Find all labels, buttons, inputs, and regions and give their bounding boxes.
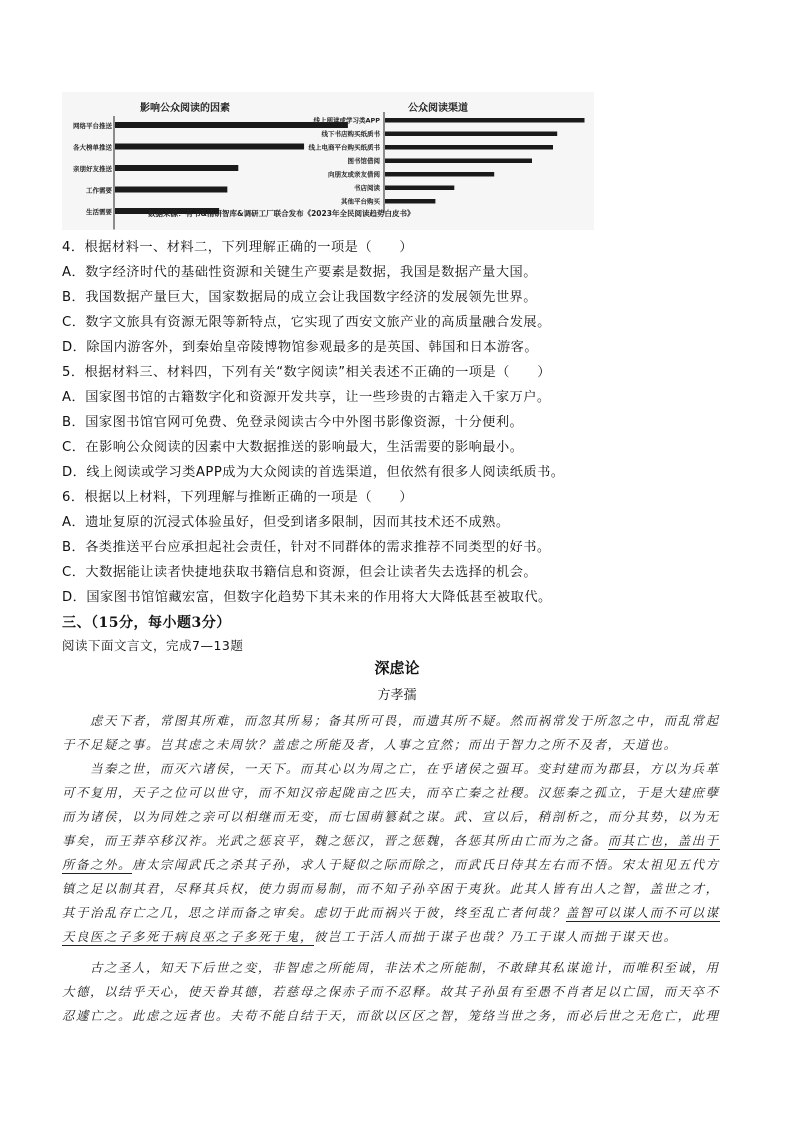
underlined-text: 而其亡也， xyxy=(607,833,678,848)
channels-category-label: 线上电商平台购买纸质书 xyxy=(308,143,380,152)
essay-text: 事矣，而王莽卒移汉祚。光武之惩哀平，魏之惩汉，晋之惩魏，各惩其所由亡而为之备。 xyxy=(62,833,608,848)
essay-line xyxy=(62,759,738,777)
factors-category-label: 各大榜单推送 xyxy=(73,143,112,152)
channels-bar xyxy=(385,186,454,191)
answer-option: C．数字文旅具有资源无限等新特点，它实现了西安文旅产业的高质量融合发展。 xyxy=(62,315,551,330)
section-heading: 三、（15分，每小题3分） xyxy=(62,615,231,631)
factors-chart-title: 影响公众阅读的因素 xyxy=(140,103,230,114)
essay-line xyxy=(62,958,738,976)
essay-line xyxy=(62,903,738,921)
underlined-text: 天良医之子多死于病良巫之子多死于鬼， xyxy=(62,929,314,944)
essay-line xyxy=(62,783,738,801)
essay-line xyxy=(62,1006,738,1024)
factors-bar xyxy=(115,165,238,171)
essay-text: 虑天下者，常图其所难，而忽其所易；备其所可畏，而遗其所不疑。然而祸常发于所忽之中，而乱常起 xyxy=(62,713,720,728)
essay-text: 忍遽亡之。此虑之远者也。夫苟不能自结于天，而欲以区区之智，笼络当世之务，而必后世之无危亡，此理 xyxy=(62,1008,720,1023)
factors-category-label: 工作需要 xyxy=(86,186,112,195)
essay-line xyxy=(62,927,738,945)
answer-option: D．除国内游客外，到秦始皇帝陵博物馆参观最多的是英国、韩国和日本游客。 xyxy=(62,340,539,355)
essay-text: 古之圣人，知天下后世之变，非智虑之所能周，非法术之所能制，不敢肆其私谋诡计，而唯积至诚，用 xyxy=(62,960,720,975)
factors-category-label: 网络平台推送 xyxy=(73,122,112,130)
answer-option: C．在影响公众阅读的因素中大数据推送的影响最大，生活需要的影响最小。 xyxy=(62,440,524,455)
factors-category-label: 亲朋好友推送 xyxy=(73,165,112,173)
question-stem: 6．根据以上材料，下列理解与推断正确的一项是（ ） xyxy=(62,490,414,505)
channels-category-label: 图书馆借阅 xyxy=(347,157,380,165)
essay-line xyxy=(62,711,738,729)
channels-bar xyxy=(385,118,585,123)
answer-option: D．国家图书馆馆藏宏富，但数字化趋势下其未来的作用将大大降低甚至被取代。 xyxy=(62,590,552,605)
answer-option: A．数字经济时代的基础性资源和关键生产要素是数据，我国是数据产量大国。 xyxy=(62,265,537,280)
question-stem: 5．根据材料三、材料四，下列有关“数字阅读”相关表述不正确的一项是（ ） xyxy=(62,365,551,380)
essay-text: 大德，以结乎天心，使天眷其德，若慈母之保赤子而不忍释。故其子孙虽有至愚不肖者足以亡国，而天卒不 xyxy=(62,984,720,999)
answer-option: D．线上阅读或学习类APP成为大众阅读的首选渠道，但依然有很多人阅读纸质书。 xyxy=(62,465,565,480)
chart-source: 数据来源：有书&清研智库&调研工厂联合发布《2023年全民阅读趋势白皮书》 xyxy=(148,209,415,218)
answer-option: B．各类推送平台应承担起社会责任，针对不同群体的需求推荐不同类型的好书。 xyxy=(62,540,551,555)
channels-bar xyxy=(385,145,553,150)
channels-category-label: 线下书店购买纸质书 xyxy=(321,130,380,138)
channels-chart-title: 公众阅读渠道 xyxy=(408,103,468,114)
answer-option: B．国家图书馆官网可免费、免登录阅读古今中外图书影像资源，十分便利。 xyxy=(62,415,524,430)
factors-bar xyxy=(115,187,227,193)
answer-option: A．国家图书馆的古籍数字化和资源开发共享，让一些珍贵的古籍走入千家万户。 xyxy=(62,390,551,405)
underlined-text: 所备之外。 xyxy=(62,857,132,872)
essay-text: 镇之足以制其君，尽释其兵权，使力弱而易制，而不知子孙卒困于夷狄。此其人皆有出人之智，盖世之才， xyxy=(62,881,720,896)
section-instruction: 阅读下面文言文，完成7—13题 xyxy=(62,638,244,653)
essay-line xyxy=(62,879,738,897)
essay-text: 而为诸侯，以为同姓之亲可以相继而无变，而七国萌篡弑之谋。武、宣以后，稍剖析之，而分其势，以为无 xyxy=(62,809,720,824)
channels-bar xyxy=(385,132,557,137)
underlined-text: 盖出于 xyxy=(677,833,720,848)
essay-title: 深虑论 xyxy=(374,659,420,677)
channels-bar xyxy=(385,199,435,204)
channels-bar xyxy=(385,172,494,177)
essay-text: 彼岂工于活人而拙于谋子也哉？乃工于谋人而拙于谋天也。 xyxy=(313,929,678,944)
channels-bar xyxy=(385,159,532,164)
answer-option: B．我国数据产量巨大，国家数据局的成立会让我国数字经济的发展领先世界。 xyxy=(62,290,537,305)
factors-bar xyxy=(115,144,304,150)
factors-category-label: 生活需要 xyxy=(86,208,112,216)
underlined-text: 盖智可以谋人而不可以谋 xyxy=(565,905,720,920)
essay-line xyxy=(62,855,738,873)
essay-text: 其于治乱存亡之几，思之详而备之审矣。虑切于此而祸兴于彼，终至乱亡者何哉？ xyxy=(62,905,566,920)
essay-line xyxy=(62,807,738,825)
essay-text: 唐太宗闻武氏之杀其子孙，求人于疑似之际而除之，而武氏日侍其左右而不悟。宋太祖见五代方 xyxy=(131,857,720,872)
channels-category-label: 其他平台购买 xyxy=(341,197,380,206)
essay-line xyxy=(62,735,738,753)
essay-text: 于不足疑之事。岂其虑之未周欤？盖虑之所能及者，人事之宜然；而出于智力之所不及者，天道也。 xyxy=(62,737,678,752)
essay-line xyxy=(62,831,738,849)
essay-line xyxy=(62,982,738,1000)
channels-category-label: 线上阅读或学习类APP xyxy=(313,116,380,125)
answer-option: A．遗址复原的沉浸式体验虽好，但受到诸多限制，因而其技术还不成熟。 xyxy=(62,515,510,530)
essay-text: 可不复用，天子之位可以世守，而不知汉帝起陇亩之匹夫，而卒亡秦之社稷。汉惩秦之孤立，于是大建庶孽 xyxy=(62,785,720,800)
essay-text: 当秦之世，而灭六诸侯，一天下。而其心以为周之亡，在乎诸侯之强耳。变封建而为郡县，方以为兵革 xyxy=(62,761,720,776)
question-stem: 4．根据材料一、材料二，下列理解正确的一项是（ ） xyxy=(62,240,414,255)
answer-option: C．大数据能让读者快捷地获取书籍信息和资源，但会让读者失去选择的机会。 xyxy=(62,565,538,580)
channels-category-label: 向朋友或亲友借阅 xyxy=(328,170,380,179)
channels-category-label: 书店阅读 xyxy=(354,184,380,192)
essay-author: 方孝孺 xyxy=(377,688,417,703)
